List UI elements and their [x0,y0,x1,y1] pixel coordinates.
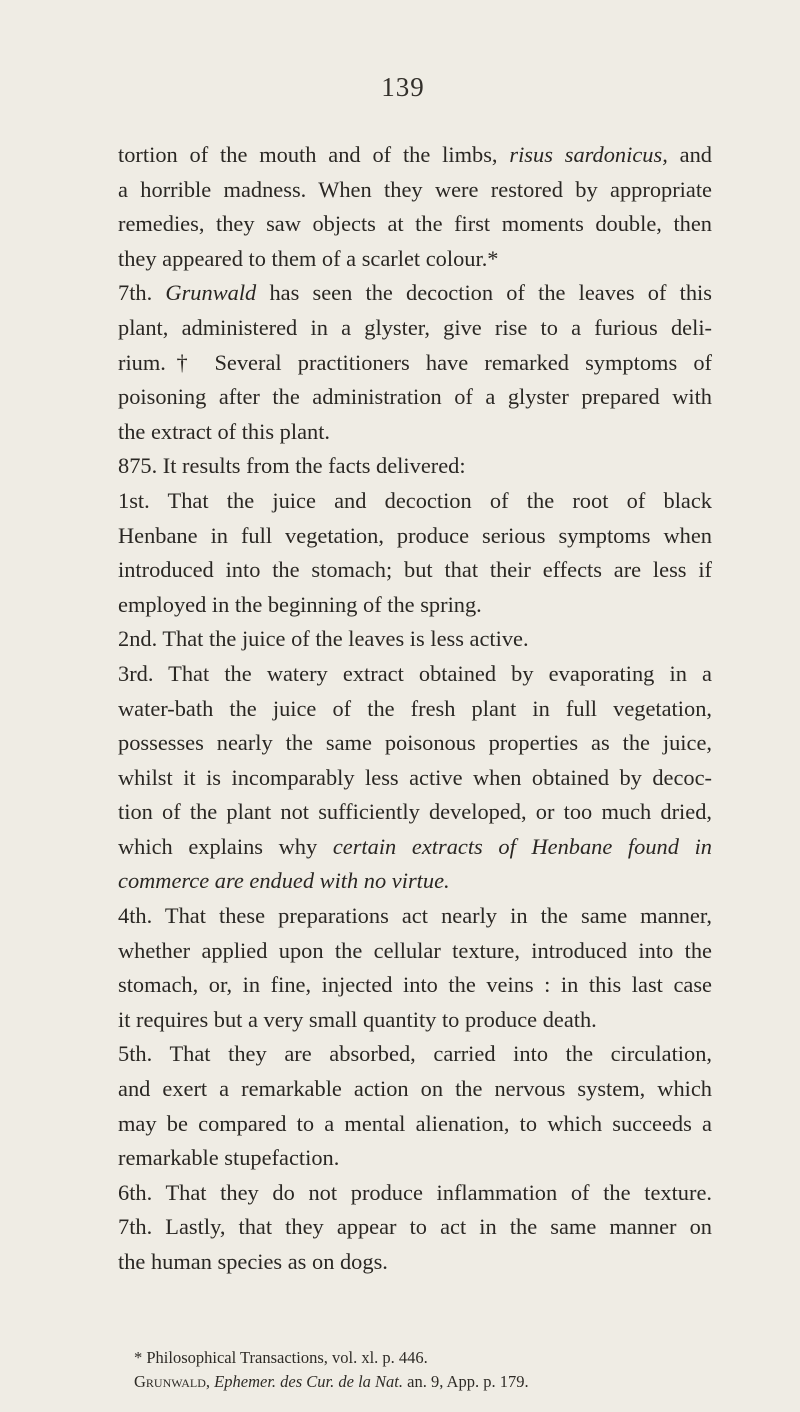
text-line: 4th. That these preparations act nearly in the same manner, [118,903,712,929]
page-number: 139 [381,72,425,102]
footnote-author: Grunwald, [134,1372,211,1391]
text-line [118,276,712,311]
text-segment: tortion of the mouth and of the limbs, [118,142,498,167]
text-line: the extract of this plant. [118,418,331,444]
footnotes [134,1346,704,1394]
footnote-citation: an. 9, App. p. 179. [407,1372,529,1391]
text-line: 5th. That they are absorbed, carried into the circulation, [118,1041,712,1067]
text-line: remedies, they saw objects at the first moments double, then [118,211,712,237]
text-line: employed in the beginning of the spring. [118,591,482,617]
text-line: whilst it is incomparably less active when obtained by decoc- [118,764,712,790]
text-line: and exert a remarkable action on the nervous system, which [118,1076,712,1102]
text-line: they appeared to them of a scarlet colour.* [118,245,499,271]
text-line: poisoning after the administration of a glyster prepared with [118,384,712,410]
text-line: remarkable stupefaction. [118,1145,340,1171]
text-line: 1st. That the juice and decoction of the root of black [118,487,712,513]
italic-phrase: certain extracts of Henbane found in [332,833,712,859]
body-text [118,138,712,1280]
text-segment: and [679,142,712,167]
text-line [118,830,712,865]
text-segment: which explains why [118,833,318,859]
text-line: stomach, or, in fine, injected into the veins : in this last case [118,972,712,998]
text-line [118,138,712,173]
text-line: 7th. Lastly, that they appear to act in the same manner on [118,1214,712,1240]
text-line: 875. It results from the facts delivered: [118,453,466,479]
text-segment: 7th. [118,280,153,306]
text-line: tion of the plant not sufficiently developed, or too much dried, [118,799,712,825]
footnote-2 [134,1370,704,1394]
text-line: plant, administered in a glyster, give rise to a furious deli- [118,314,712,340]
text-line: 3rd. That the watery extract obtained by evaporating in a [118,660,712,686]
footnote-title: Ephemer. des Cur. de la Nat. [214,1372,403,1391]
text-line: rium.† Several practitioners have remarked symptoms of [118,349,712,375]
text-line: possesses nearly the same poisonous properties as the juice, [118,730,712,756]
text-line: Henbane in full vegetation, produce serious symptoms when [118,522,712,548]
text-line [118,864,712,899]
text-line: a horrible madness. When they were restored by appropriate [118,176,712,202]
text-segment: has seen the decoction of the leaves of this [269,280,712,306]
italic-author-name: Grunwald [165,280,257,306]
italic-phrase: risus sardonicus, [509,142,668,167]
text-line: 6th. That they do not produce inflammation of the texture. [118,1179,712,1205]
text-line: 2nd. That the juice of the leaves is less active. [118,626,529,652]
footnote-1: * Philosophical Transactions, vol. xl. p. 446. [134,1348,428,1367]
text-line: introduced into the stomach; but that their effects are less if [118,557,712,583]
text-line: whether applied upon the cellular texture, introduced into the [118,937,712,963]
italic-phrase: commerce are endued with no virtue. [118,868,450,894]
text-line: water-bath the juice of the fresh plant in full vegetation, [118,695,712,721]
text-line: it requires but a very small quantity to produce death. [118,1006,597,1032]
text-line: may be compared to a mental alienation, to which succeeds a [118,1110,712,1136]
text-line: the human species as on dogs. [118,1249,388,1274]
